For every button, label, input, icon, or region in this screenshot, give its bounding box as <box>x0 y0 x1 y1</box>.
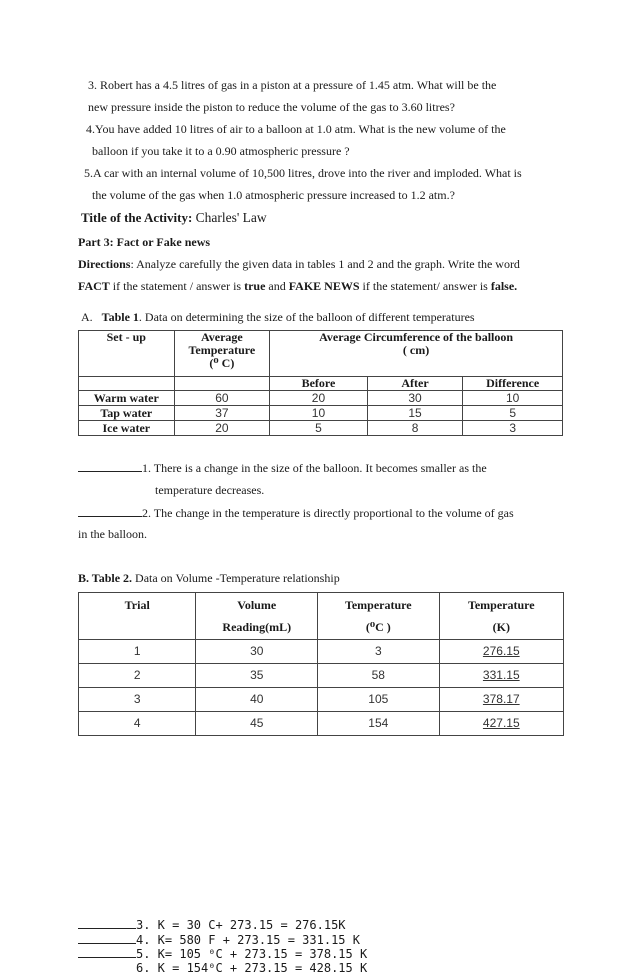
table-row <box>79 688 564 712</box>
table-row <box>79 391 563 406</box>
answer-line <box>78 933 367 948</box>
answer-blank[interactable] <box>78 918 136 929</box>
answer-text: 6. K = 154⁰C + 273.15 = 428.15 K <box>136 960 368 975</box>
header-temperature-c <box>318 593 440 640</box>
problem-3-line-2: new pressure inside the piston to reduce the volume of the gas to 3.60 litres? <box>88 100 455 114</box>
temperature-c-cell: 154 <box>318 712 440 736</box>
statement-2-line-1 <box>78 505 514 521</box>
setup-cell: Ice water <box>79 421 175 436</box>
difference-cell: 5 <box>463 406 563 421</box>
temperature-k-cell: 276.15 <box>439 640 563 664</box>
fake-news-word: FAKE NEWS <box>288 279 360 293</box>
trial-cell: 4 <box>79 712 196 736</box>
temperature-k-cell: 427.15 <box>439 712 563 736</box>
header-temperature-k <box>439 593 563 640</box>
before-cell: 20 <box>270 391 368 406</box>
problem-4-line-1: 4.You have added 10 litres of air to a balloon at 1.0 atm. What is the new volume of the <box>86 122 506 136</box>
statement-1-line-1 <box>78 460 487 476</box>
temperature-k-cell: 331.15 <box>439 664 563 688</box>
header-after: After <box>367 377 463 391</box>
activity-title <box>81 210 267 226</box>
header-circumference-line-2: ( cm) <box>402 343 430 357</box>
header-temperature-k-line-2: (K) <box>492 620 510 634</box>
directions-label: Directions <box>78 257 131 271</box>
volume-cell: 35 <box>196 664 318 688</box>
after-cell: 30 <box>367 391 463 406</box>
answers-block <box>78 918 367 975</box>
after-cell: 8 <box>367 421 463 436</box>
table-2-caption <box>78 571 340 586</box>
table-1-caption-text: . Data on determining the size of the balloon of different temperatures <box>138 310 475 324</box>
fact-word: FACT <box>78 279 110 293</box>
setup-cell: Warm water <box>79 391 175 406</box>
true-word: true <box>244 279 266 293</box>
answer-line <box>78 918 367 933</box>
statement-2-line-2: in the balloon. <box>78 527 147 541</box>
directions-line-1 <box>78 257 520 272</box>
directions-text-4: if the statement/ answer is <box>359 279 491 293</box>
header-average-temperature-line-2: Temperature <box>188 343 256 357</box>
volume-cell: 40 <box>196 688 318 712</box>
table-1-label: Table 1 <box>101 310 139 324</box>
false-word: false. <box>490 279 518 293</box>
table-1-prefix: A. <box>81 310 93 324</box>
statement-1-text: 1. There is a change in the size of the balloon. It becomes smaller as the <box>142 461 487 475</box>
header-average-temperature <box>174 331 270 377</box>
header-empty-2 <box>174 377 270 391</box>
table-row <box>79 640 564 664</box>
header-temperature-k-line-1: Temperature <box>467 598 535 612</box>
difference-cell: 3 <box>463 421 563 436</box>
difference-cell: 10 <box>463 391 563 406</box>
temperature-c-cell: 58 <box>318 664 440 688</box>
table-row <box>79 712 564 736</box>
trial-cell: 1 <box>79 640 196 664</box>
header-temperature-c-line-2: (⁰C ) <box>365 620 391 634</box>
answer-blank[interactable] <box>78 505 142 517</box>
directions-text-2: if the statement / answer is <box>109 279 245 293</box>
table-row <box>79 664 564 688</box>
directions-line-2 <box>78 279 517 294</box>
header-volume <box>196 593 318 640</box>
table-2-label: B. Table 2. <box>78 571 133 585</box>
answer-line <box>78 947 367 962</box>
temperature-c-cell: 3 <box>318 640 440 664</box>
activity-title-label: Title of the Activity: <box>81 210 193 225</box>
header-volume-line-1: Volume <box>237 598 277 612</box>
problem-3-line-1: 3. Robert has a 4.5 litres of gas in a piston at a pressure of 1.45 atm. What will be the <box>88 78 497 92</box>
answer-blank[interactable] <box>78 947 136 958</box>
temperature-k-cell: 378.17 <box>439 688 563 712</box>
before-cell: 5 <box>270 421 368 436</box>
table-1-caption <box>81 310 475 325</box>
temperature-c-cell: 105 <box>318 688 440 712</box>
problem-4-line-2: balloon if you take it to a 0.90 atmospheric pressure ? <box>92 144 350 158</box>
before-cell: 10 <box>270 406 368 421</box>
table-2-caption-text: Data on Volume -Temperature relationship <box>132 571 340 585</box>
answer-blank[interactable] <box>78 460 142 472</box>
temp-cell: 20 <box>174 421 270 436</box>
header-volume-line-2: Reading(mL) <box>222 620 292 634</box>
header-average-circumference <box>270 331 563 377</box>
answer-line <box>78 962 367 976</box>
statement-2-text: 2. The change in the temperature is directly proportional to the volume of gas <box>142 506 514 520</box>
header-empty-1 <box>79 377 175 391</box>
header-circumference-line-1: Average Circumference of the balloon <box>319 330 514 344</box>
after-cell: 15 <box>367 406 463 421</box>
directions-text-1: : Analyze carefully the given data in tables 1 and 2 and the graph. Write the word <box>130 257 520 271</box>
volume-cell: 45 <box>196 712 318 736</box>
header-difference: Difference <box>463 377 563 391</box>
trial-cell: 2 <box>79 664 196 688</box>
problem-5-line-2: the volume of the gas when 1.0 atmospheric pressure increased to 1.2 atm.? <box>92 188 455 202</box>
trial-cell: 3 <box>79 688 196 712</box>
answer-text: 4. K= 580 F + 273.15 = 331.15 K <box>136 932 360 947</box>
table-2 <box>78 592 564 736</box>
table-row <box>79 421 563 436</box>
part-3-heading: Part 3: Fact or Fake news <box>78 235 211 249</box>
statement-1-line-2: temperature decreases. <box>155 483 265 497</box>
answer-blank[interactable] <box>78 933 136 944</box>
header-setup: Set - up <box>79 331 175 377</box>
setup-cell: Tap water <box>79 406 175 421</box>
table-1 <box>78 330 563 436</box>
header-average-temperature-line-3: (⁰ C) <box>209 356 235 370</box>
header-trial: Trial <box>79 593 196 640</box>
problem-5-line-1: 5.A car with an internal volume of 10,500 litres, drove into the river and imploded. What is <box>84 166 522 180</box>
temp-cell: 37 <box>174 406 270 421</box>
volume-cell: 30 <box>196 640 318 664</box>
temp-cell: 60 <box>174 391 270 406</box>
table-row <box>79 406 563 421</box>
header-before: Before <box>270 377 368 391</box>
answer-text: 5. K= 105 ⁰C + 273.15 = 378.15 K <box>136 947 368 961</box>
header-temperature-c-line-1: Temperature <box>344 598 412 612</box>
activity-title-value: Charles' Law <box>195 210 267 225</box>
directions-text-3: and <box>265 279 289 293</box>
header-average-temperature-line-1: Average <box>200 330 243 344</box>
answer-text: 3. K = 30 C+ 273.15 = 276.15K <box>136 918 346 932</box>
